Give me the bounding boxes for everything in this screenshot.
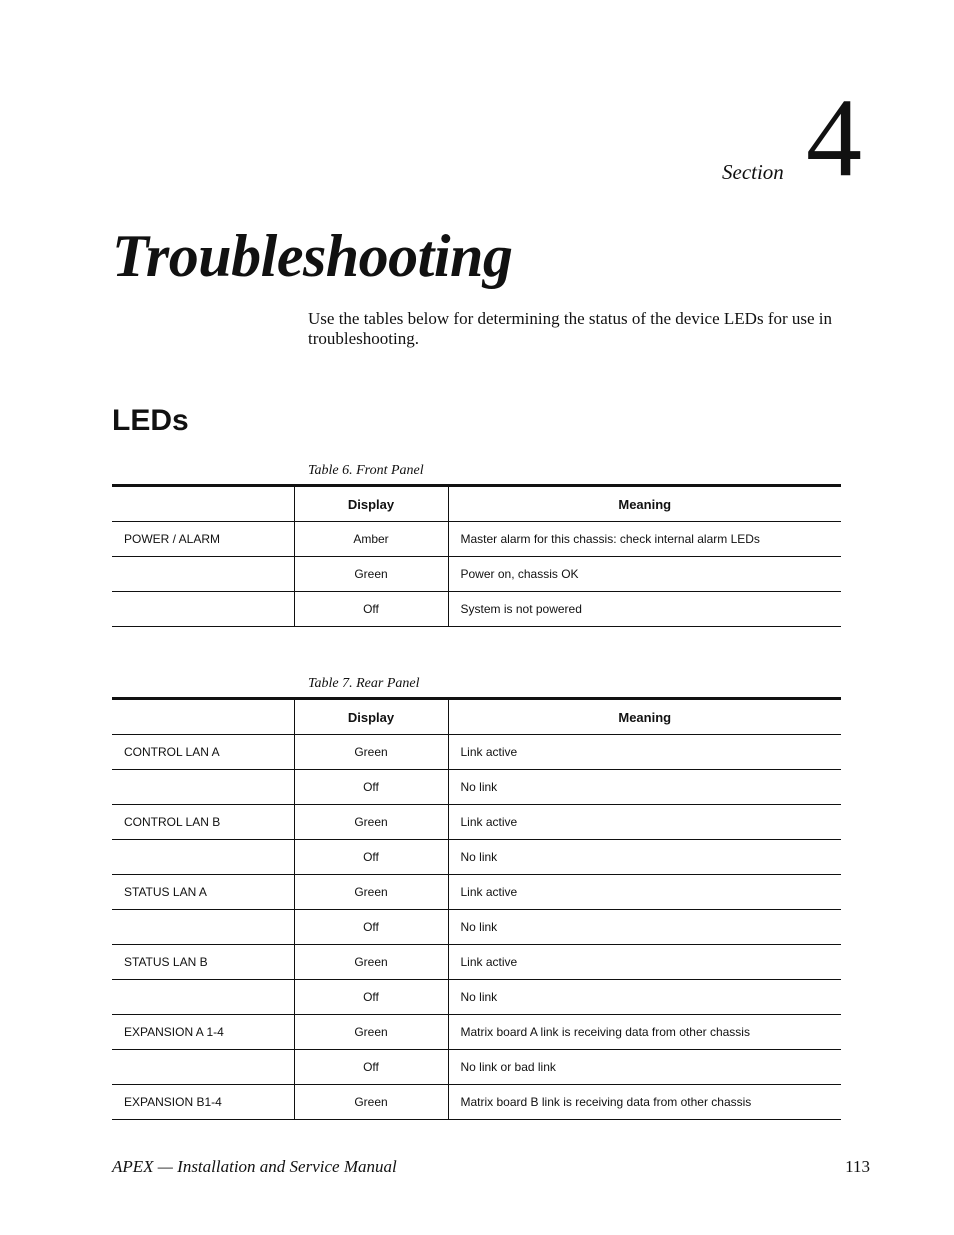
meaning-cell: No link [448,980,841,1015]
display-cell: Off [294,840,448,875]
meaning-cell: Link active [448,945,841,980]
table-row [112,805,841,840]
display-cell: Green [294,945,448,980]
led-name-cell [112,1050,294,1085]
meaning-cell: Master alarm for this chassis: check internal alarm LEDs [448,522,841,557]
led-name-cell: CONTROL LAN A [112,735,294,770]
led-name-cell [112,980,294,1015]
display-cell: Off [294,770,448,805]
display-cell: Off [294,980,448,1015]
table-7-caption: Table 7. Rear Panel [308,676,420,691]
led-name-cell [112,770,294,805]
rear-panel-table [112,697,841,1120]
header-led-cell [112,486,294,522]
led-name-cell: STATUS LAN A [112,875,294,910]
display-cell: Off [294,910,448,945]
led-name-cell [112,557,294,592]
table-header-row [112,699,841,735]
table-body [112,522,841,627]
meaning-cell: No link [448,910,841,945]
table-row [112,1050,841,1085]
header-meaning: Meaning [448,699,841,735]
display-cell: Green [294,1085,448,1120]
meaning-cell: Link active [448,875,841,910]
table-header-row [112,486,841,522]
table-row [112,735,841,770]
display-cell: Off [294,592,448,627]
meaning-cell: Matrix board A link is receiving data from other chassis [448,1015,841,1050]
meaning-cell: Link active [448,805,841,840]
table-row [112,910,841,945]
front-panel-table [112,484,841,627]
display-cell: Green [294,557,448,592]
header-led-cell [112,699,294,735]
display-cell: Green [294,735,448,770]
intro-paragraph: Use the tables below for determining the status of the device LEDs for use in troubleshooting. [308,309,833,348]
footer-title: APEX — Installation and Service Manual [112,1157,397,1176]
table-row [112,875,841,910]
meaning-cell: Link active [448,735,841,770]
table-row [112,592,841,627]
header-display: Display [294,486,448,522]
meaning-cell: Matrix board B link is receiving data from other chassis [448,1085,841,1120]
led-name-cell [112,592,294,627]
table-row [112,770,841,805]
page-number: 113 [845,1157,870,1176]
meaning-cell: Power on, chassis OK [448,557,841,592]
table-row [112,840,841,875]
led-name-cell [112,840,294,875]
chapter-title: Troubleshooting [112,223,513,289]
meaning-cell: No link [448,770,841,805]
led-name-cell: STATUS LAN B [112,945,294,980]
meaning-cell: No link [448,840,841,875]
table-row [112,557,841,592]
table-row [112,522,841,557]
section-label: Section [722,160,784,184]
display-cell: Off [294,1050,448,1085]
table-body [112,735,841,1120]
led-name-cell: POWER / ALARM [112,522,294,557]
table-6-caption: Table 6. Front Panel [308,463,424,478]
meaning-cell: System is not powered [448,592,841,627]
led-name-cell: EXPANSION B1-4 [112,1085,294,1120]
header-meaning: Meaning [448,486,841,522]
led-name-cell: EXPANSION A 1-4 [112,1015,294,1050]
led-name-cell [112,910,294,945]
table-row [112,980,841,1015]
table-row [112,1085,841,1120]
section-number: 4 [806,76,862,200]
led-name-cell: CONTROL LAN B [112,805,294,840]
meaning-cell: No link or bad link [448,1050,841,1085]
leds-heading: LEDs [112,404,189,437]
table-row [112,1015,841,1050]
header-display: Display [294,699,448,735]
display-cell: Green [294,805,448,840]
table-row [112,945,841,980]
display-cell: Green [294,1015,448,1050]
display-cell: Amber [294,522,448,557]
display-cell: Green [294,875,448,910]
